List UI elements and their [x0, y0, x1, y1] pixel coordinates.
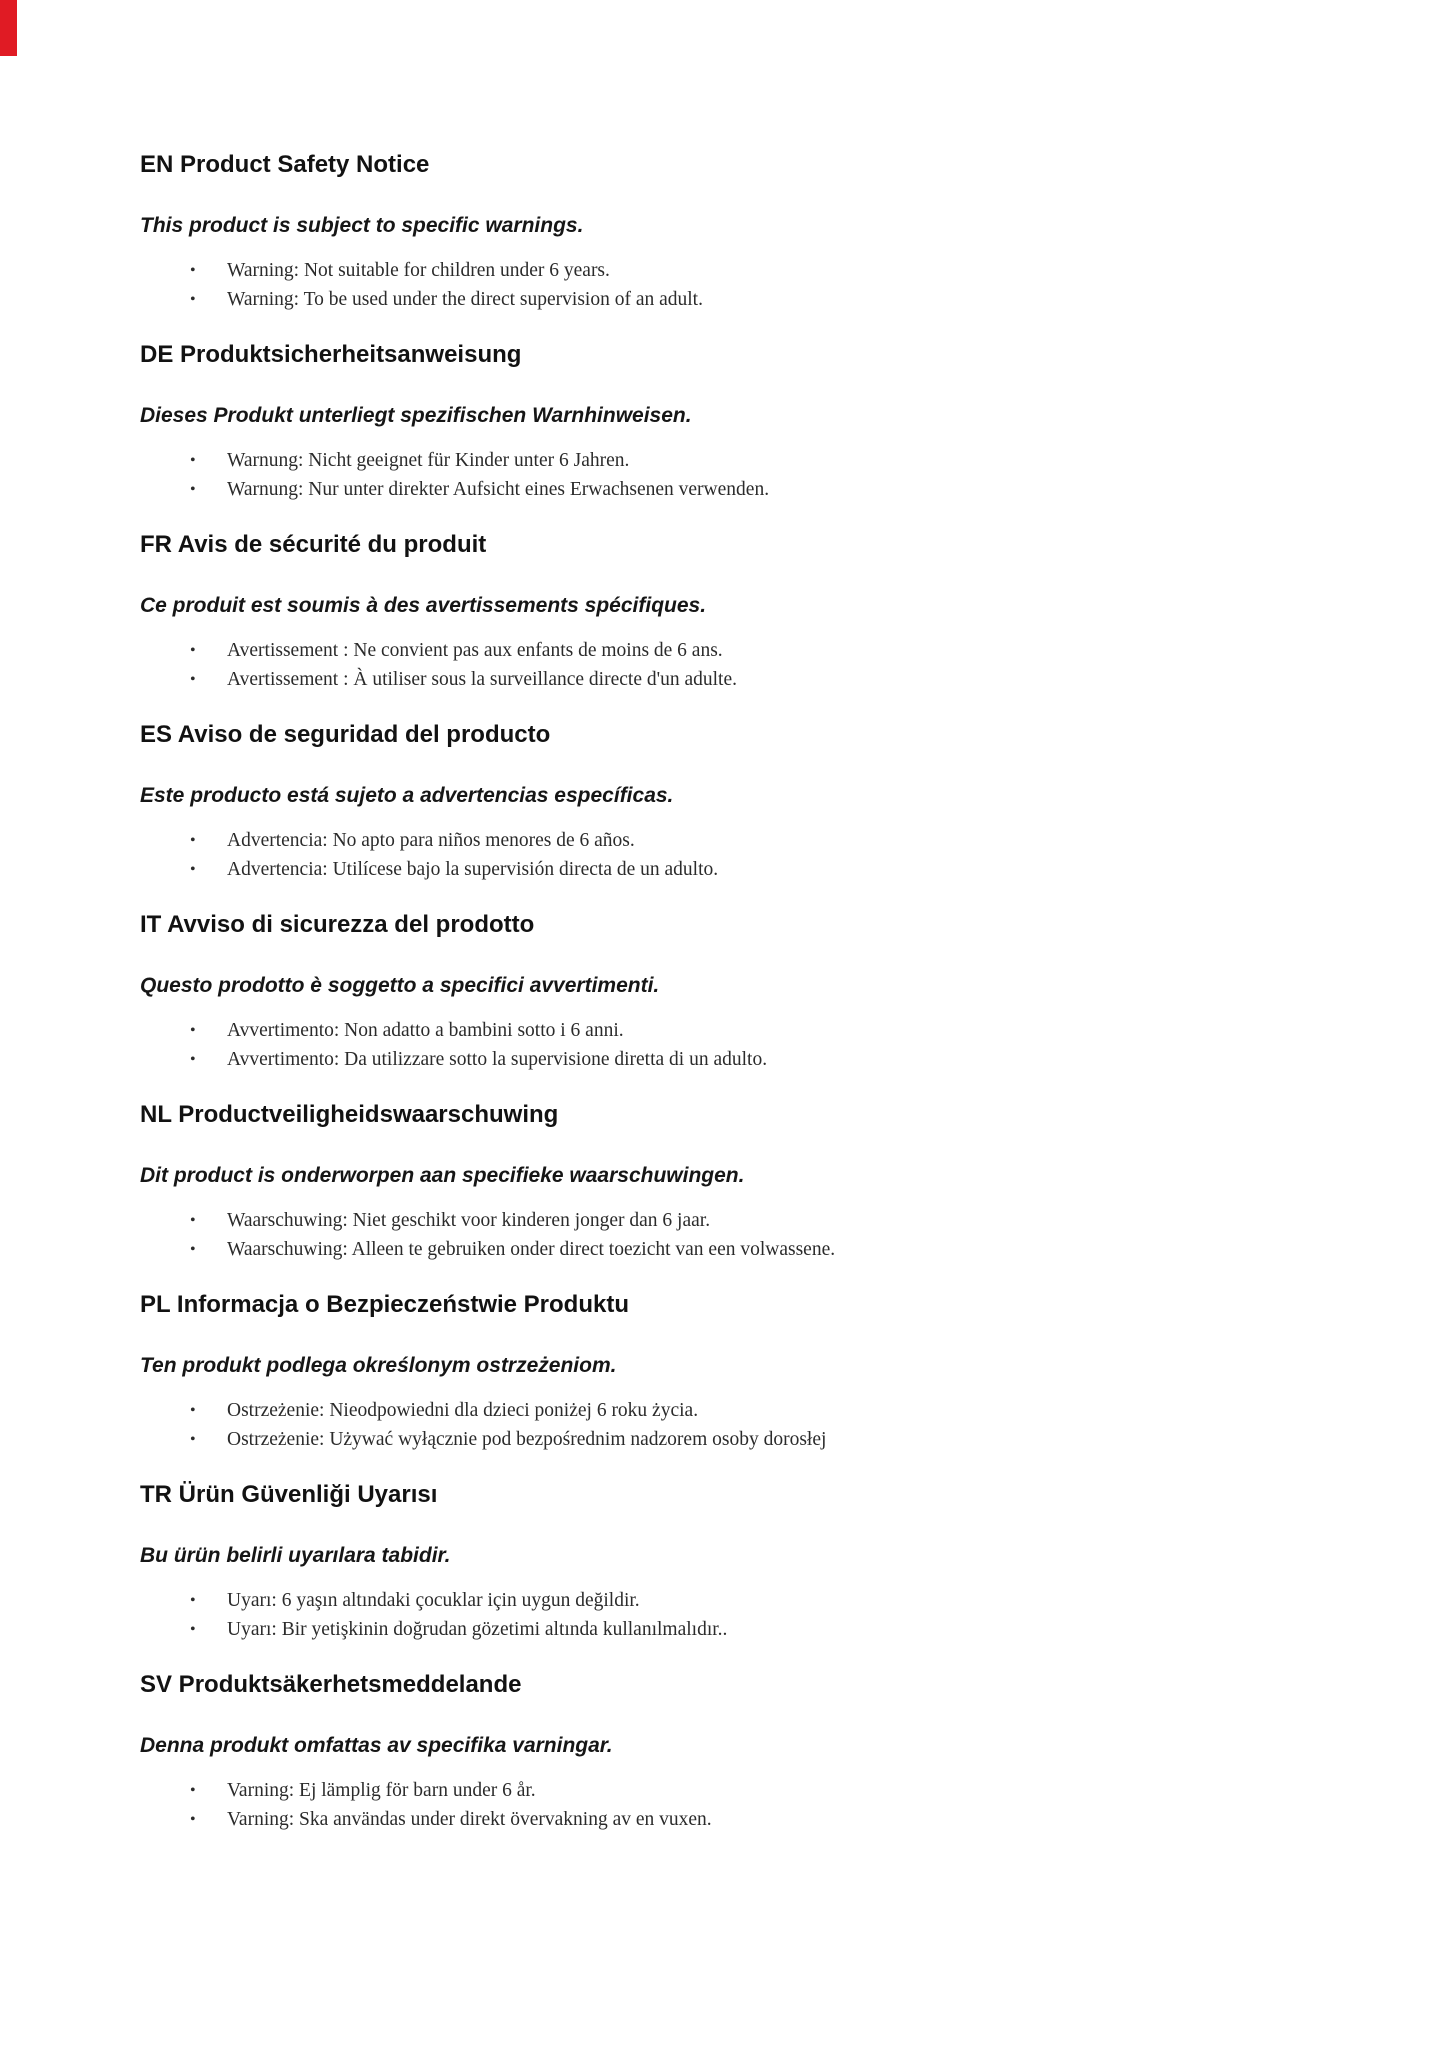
- bullet-dot: •: [190, 1621, 196, 1638]
- bullet-dot: •: [190, 1592, 196, 1609]
- bullet-dot: •: [190, 1431, 196, 1448]
- section-heading: DE Produktsicherheitsanweisung: [140, 341, 522, 368]
- bullet-dot: •: [190, 1782, 196, 1799]
- warning-bullet-item: [140, 1045, 1345, 1074]
- warning-text: Uyarı: 6 yaşın altındaki çocuklar için uygun değildir.: [227, 1590, 640, 1611]
- bullet-dot: •: [190, 452, 196, 469]
- warning-text: Advertencia: No apto para niños menores de 6 años.: [227, 830, 635, 851]
- warning-bullet-item: [140, 665, 1345, 694]
- section-subtitle: Este producto está sujeto a advertencias específicas.: [140, 784, 674, 807]
- section-subtitle: Questo prodotto è soggetto a specifici avvertimenti.: [140, 974, 660, 997]
- warning-bullet-item: [140, 475, 1345, 504]
- warning-bullet-item: [140, 826, 1345, 855]
- bullet-dot: •: [190, 642, 196, 659]
- bullet-dot: •: [190, 1022, 196, 1039]
- warning-bullet-item: [140, 256, 1345, 285]
- warning-bullet-item: [140, 1805, 1345, 1834]
- warning-bullet-item: [140, 1776, 1345, 1805]
- warning-list: [140, 636, 1345, 694]
- section-heading: EN Product Safety Notice: [140, 151, 430, 178]
- warning-list: [140, 1396, 1345, 1454]
- bullet-dot: •: [190, 671, 196, 688]
- section-tr: [140, 1480, 1345, 1644]
- section-subtitle: Dieses Produkt unterliegt spezifischen Warnhinweisen.: [140, 404, 692, 427]
- warning-text: Avertissement : Ne convient pas aux enfants de moins de 6 ans.: [227, 640, 723, 661]
- warning-bullet-item: [140, 1425, 1345, 1454]
- warning-bullet-item: [140, 1206, 1345, 1235]
- bullet-dot: •: [190, 861, 196, 878]
- section-heading: FR Avis de sécurité du produit: [140, 531, 487, 558]
- warning-list: [140, 1776, 1345, 1834]
- warning-text: Warnung: Nur unter direkter Aufsicht eines Erwachsenen verwenden.: [227, 479, 770, 500]
- section-heading: ES Aviso de seguridad del producto: [140, 721, 551, 748]
- section-subtitle: Dit product is onderworpen aan specifieke waarschuwingen.: [140, 1164, 745, 1187]
- warning-text: Avvertimento: Da utilizzare sotto la supervisione diretta di un adulto.: [227, 1049, 768, 1070]
- warning-text: Varning: Ska användas under direkt övervakning av en vuxen.: [227, 1809, 712, 1830]
- warning-text: Advertencia: Utilícese bajo la supervisión directa de un adulto.: [227, 859, 719, 880]
- warning-list: [140, 1206, 1345, 1264]
- warning-bullet-item: [140, 1016, 1345, 1045]
- warning-text: Warnung: Nicht geeignet für Kinder unter 6 Jahren.: [227, 450, 630, 471]
- section-en: [140, 150, 1345, 314]
- section-heading: TR Ürün Güvenliği Uyarısı: [140, 1481, 438, 1508]
- bullet-dot: •: [190, 262, 196, 279]
- warning-bullet-item: [140, 446, 1345, 475]
- section-heading: PL Informacja o Bezpieczeństwie Produktu: [140, 1291, 629, 1318]
- bullet-dot: •: [190, 291, 196, 308]
- warning-text: Avertissement : À utiliser sous la surveillance directe d'un adulte.: [227, 669, 738, 690]
- warning-text: Warning: To be used under the direct supervision of an adult.: [227, 289, 703, 310]
- warning-bullet-item: [140, 1235, 1345, 1264]
- warning-text: Varning: Ej lämplig för barn under 6 år.: [227, 1780, 536, 1801]
- section-de: [140, 340, 1345, 504]
- warning-text: Waarschuwing: Alleen te gebruiken onder direct toezicht van een volwassene.: [227, 1239, 836, 1260]
- warning-list: [140, 256, 1345, 314]
- bullet-dot: •: [190, 1811, 196, 1828]
- section-subtitle: Bu ürün belirli uyarılara tabidir.: [140, 1544, 451, 1567]
- bullet-dot: •: [190, 1402, 196, 1419]
- warning-bullet-item: [140, 855, 1345, 884]
- section-heading: IT Avviso di sicurezza del prodotto: [140, 911, 535, 938]
- warning-text: Ostrzeżenie: Nieodpowiedni dla dzieci poniżej 6 roku życia.: [227, 1400, 699, 1421]
- bullet-dot: •: [190, 481, 196, 498]
- section-nl: [140, 1100, 1345, 1264]
- section-heading: SV Produktsäkerhetsmeddelande: [140, 1671, 522, 1698]
- warning-list: [140, 446, 1345, 504]
- section-sv: [140, 1670, 1345, 1834]
- warning-list: [140, 1586, 1345, 1644]
- warning-list: [140, 1016, 1345, 1074]
- bullet-dot: •: [190, 1212, 196, 1229]
- section-heading: NL Productveiligheidswaarschuwing: [140, 1101, 559, 1128]
- warning-bullet-item: [140, 1396, 1345, 1425]
- section-pl: [140, 1290, 1345, 1454]
- section-it: [140, 910, 1345, 1074]
- warning-text: Uyarı: Bir yetişkinin doğrudan gözetimi altında kullanılmalıdır..: [227, 1619, 728, 1640]
- warning-text: Avvertimento: Non adatto a bambini sotto i 6 anni.: [227, 1020, 624, 1041]
- bullet-dot: •: [190, 1241, 196, 1258]
- bullet-dot: •: [190, 832, 196, 849]
- warning-text: Ostrzeżenie: Używać wyłącznie pod bezpośrednim nadzorem osoby dorosłej: [227, 1429, 827, 1450]
- warning-bullet-item: [140, 636, 1345, 665]
- warning-bullet-item: [140, 1586, 1345, 1615]
- section-subtitle: Ten produkt podlega określonym ostrzeżeniom.: [140, 1354, 617, 1377]
- warning-bullet-item: [140, 1615, 1345, 1644]
- section-subtitle: Denna produkt omfattas av specifika varningar.: [140, 1734, 613, 1757]
- section-subtitle: This product is subject to specific warnings.: [140, 214, 584, 237]
- warning-text: Warning: Not suitable for children under 6 years.: [227, 260, 610, 281]
- section-es: [140, 720, 1345, 884]
- bullet-dot: •: [190, 1051, 196, 1068]
- red-edge-marker: [0, 0, 17, 56]
- warning-text: Waarschuwing: Niet geschikt voor kinderen jonger dan 6 jaar.: [227, 1210, 711, 1231]
- warning-bullet-item: [140, 285, 1345, 314]
- section-fr: [140, 530, 1345, 694]
- warning-list: [140, 826, 1345, 884]
- section-subtitle: Ce produit est soumis à des avertissements spécifiques.: [140, 594, 707, 617]
